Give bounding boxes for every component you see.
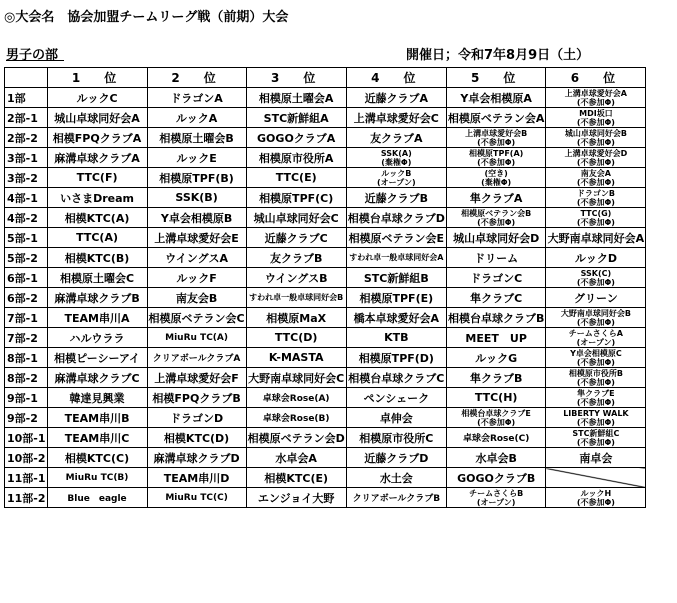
table-row	[5, 188, 646, 208]
corner-cell	[5, 68, 48, 88]
team-cell: 相模原MaX	[246, 308, 346, 328]
team-cell: TTC(H)	[446, 388, 546, 408]
table-row	[5, 248, 646, 268]
team-cell: TTC(D)	[246, 328, 346, 348]
team-cell: 韓達見興業	[47, 388, 147, 408]
team-cell: MDI坂口 (不参加Φ)	[546, 108, 646, 128]
team-cell: クリアボールクラブB	[346, 488, 446, 508]
team-cell: 相模原ベテラン会C	[147, 308, 246, 328]
team-cell: TEAM串川A	[47, 308, 147, 328]
team-cell: ドリーム	[446, 248, 546, 268]
team-cell: 相模原市役所C	[346, 428, 446, 448]
team-cell: SSK(A) (棄権Φ)	[346, 148, 446, 168]
team-cell: ルックA	[147, 108, 246, 128]
team-cell: 相模原市役所A	[246, 148, 346, 168]
team-cell: STC新鮮組C (不参加Φ)	[546, 428, 646, 448]
team-cell: GOGOクラブB	[446, 468, 546, 488]
team-cell: 相模原ベテラン会D	[246, 428, 346, 448]
team-cell: 近藤クラブC	[246, 228, 346, 248]
table-row	[5, 268, 646, 288]
team-cell: ペンシェーク	[346, 388, 446, 408]
team-cell: 近藤クラブA	[346, 88, 446, 108]
team-cell: 大野南卓球同好会C	[246, 368, 346, 388]
team-cell: ルックG	[446, 348, 546, 368]
team-cell: SSK(C) (不参加Φ)	[546, 268, 646, 288]
team-cell: クリアボールクラブA	[147, 348, 246, 368]
team-cell: 相模台卓球クラブC	[346, 368, 446, 388]
team-cell: ルックB (オープン)	[346, 168, 446, 188]
division-cell: 4部-1	[5, 188, 48, 208]
team-cell: 城山卓球同好会A	[47, 108, 147, 128]
division-cell: 6部-2	[5, 288, 48, 308]
team-cell: STC新鮮組B	[346, 268, 446, 288]
team-cell: 卓球会Rose(B)	[246, 408, 346, 428]
team-cell: 麻溝卓球クラブC	[47, 368, 147, 388]
division-cell: 5部-2	[5, 248, 48, 268]
team-cell: TTC(A)	[47, 228, 147, 248]
column-header: 5 位	[446, 68, 546, 88]
team-cell: TTC(G) (不参加Φ)	[546, 208, 646, 228]
team-cell: 相模FPQクラブA	[47, 128, 147, 148]
team-cell: 相模原TPF(A) (不参加Φ)	[446, 148, 546, 168]
team-cell: 相模原ベテラン会E	[346, 228, 446, 248]
event-date: 開催日；令和7年8月9日（土）	[406, 48, 590, 63]
team-cell: ルックF	[147, 268, 246, 288]
team-cell: 相模原TPF(C)	[246, 188, 346, 208]
team-cell: SSK(B)	[147, 188, 246, 208]
team-cell: GOGOクラブA	[246, 128, 346, 148]
team-cell: 卓球会Rose(A)	[246, 388, 346, 408]
team-cell: 近藤クラブB	[346, 188, 446, 208]
team-cell: TEAM串川B	[47, 408, 147, 428]
team-cell: 相模原ベテラン会A	[446, 108, 546, 128]
team-cell: 隼クラブA	[446, 188, 546, 208]
team-cell: エンジョイ大野	[246, 488, 346, 508]
page-title: ◎大会名 協会加盟チームリーグ戦（前期）大会	[4, 10, 289, 25]
empty-cell	[546, 468, 646, 488]
team-cell: すわれ卓一般卓球同好会A	[346, 248, 446, 268]
header-row	[5, 68, 646, 88]
table-row	[5, 348, 646, 368]
team-cell: 上溝卓球愛好会E	[147, 228, 246, 248]
team-cell: MiuRu TC(C)	[147, 488, 246, 508]
team-cell: ルックC	[47, 88, 147, 108]
team-cell: 相模KTC(E)	[246, 468, 346, 488]
column-header: 3 位	[246, 68, 346, 88]
team-cell: 城山卓球同好会D	[446, 228, 546, 248]
division-cell: 7部-2	[5, 328, 48, 348]
team-cell: 橋本卓球愛好会A	[346, 308, 446, 328]
team-cell: ハルウララ	[47, 328, 147, 348]
team-cell: LIBERTY WALK (不参加Φ)	[546, 408, 646, 428]
team-cell: 水卓会B	[446, 448, 546, 468]
division-cell: 5部-1	[5, 228, 48, 248]
team-cell: 上溝卓球愛好会D (不参加Φ)	[546, 148, 646, 168]
team-cell: 相模FPQクラブB	[147, 388, 246, 408]
team-cell: 相模台卓球クラブE (不参加Φ)	[446, 408, 546, 428]
team-cell: Y卓会相模原B	[147, 208, 246, 228]
division-cell: 11部-1	[5, 468, 48, 488]
team-cell: 上溝卓球愛好会B (不参加Φ)	[446, 128, 546, 148]
division-cell: 2部-1	[5, 108, 48, 128]
team-cell: 隼クラブC	[446, 288, 546, 308]
team-cell: チームさくらA (オープン)	[546, 328, 646, 348]
team-cell: TTC(E)	[246, 168, 346, 188]
team-cell: いさまDream	[47, 188, 147, 208]
column-header: 4 位	[346, 68, 446, 88]
division-cell: 2部-2	[5, 128, 48, 148]
division-cell: 10部-1	[5, 428, 48, 448]
team-cell: ルックH (不参加Φ)	[546, 488, 646, 508]
team-cell: チームさくらB (オープン)	[446, 488, 546, 508]
team-cell: MiuRu TC(A)	[147, 328, 246, 348]
team-cell: 相模台卓球クラブD	[346, 208, 446, 228]
league-results-table	[4, 67, 646, 508]
team-cell: 相模原TPF(D)	[346, 348, 446, 368]
team-cell: 南友会A (不参加Φ)	[546, 168, 646, 188]
table-row	[5, 88, 646, 108]
team-cell: 上溝卓球愛好会F	[147, 368, 246, 388]
table-row	[5, 168, 646, 188]
table-row	[5, 388, 646, 408]
team-cell: 相模原土曜会B	[147, 128, 246, 148]
team-cell: 相模原土曜会C	[47, 268, 147, 288]
column-header: 1 位	[47, 68, 147, 88]
team-cell: TEAM串川C	[47, 428, 147, 448]
team-cell: 相模KTC(A)	[47, 208, 147, 228]
team-cell: 麻溝卓球クラブA	[47, 148, 147, 168]
team-cell: グリーン	[546, 288, 646, 308]
team-cell: 水土会	[346, 468, 446, 488]
team-cell: 相模KTC(B)	[47, 248, 147, 268]
team-cell: TTC(F)	[47, 168, 147, 188]
table-row	[5, 328, 646, 348]
table-row	[5, 408, 646, 428]
team-cell: ルックE	[147, 148, 246, 168]
table-row	[5, 448, 646, 468]
team-cell: Y卓会相模原A	[446, 88, 546, 108]
team-cell: ドラゴンD	[147, 408, 246, 428]
team-cell: ルックD	[546, 248, 646, 268]
team-cell: 卓球会Rose(C)	[446, 428, 546, 448]
column-header: 6 位	[546, 68, 646, 88]
team-cell: 城山卓球同好会B (不参加Φ)	[546, 128, 646, 148]
team-cell: ウイングスA	[147, 248, 246, 268]
table-row	[5, 128, 646, 148]
team-cell: Blue eagle	[47, 488, 147, 508]
team-cell: STC新鮮組A	[246, 108, 346, 128]
division-cell: 3部-2	[5, 168, 48, 188]
team-cell: 相模KTC(D)	[147, 428, 246, 448]
table-row	[5, 148, 646, 168]
team-cell: MEET UP	[446, 328, 546, 348]
team-cell: TEAM串川D	[147, 468, 246, 488]
team-cell: K-MASTA	[246, 348, 346, 368]
division-cell: 3部-1	[5, 148, 48, 168]
division-cell: 8部-2	[5, 368, 48, 388]
team-cell: 相模ピーシーアイ	[47, 348, 147, 368]
team-cell: 水卓会A	[246, 448, 346, 468]
division-cell: 8部-1	[5, 348, 48, 368]
team-cell: 隼クラブB	[446, 368, 546, 388]
table-row	[5, 428, 646, 448]
division-cell: 9部-2	[5, 408, 48, 428]
team-cell: 相模原TPF(E)	[346, 288, 446, 308]
division-cell: 1部	[5, 88, 48, 108]
table-row	[5, 288, 646, 308]
team-cell: 麻溝卓球クラブD	[147, 448, 246, 468]
team-cell: すわれ卓一般卓球同好会B	[246, 288, 346, 308]
team-cell: ドラゴンA	[147, 88, 246, 108]
team-cell: (空き) (棄権Φ)	[446, 168, 546, 188]
team-cell: 麻溝卓球クラブB	[47, 288, 147, 308]
team-cell: 南友会B	[147, 288, 246, 308]
team-cell: 隼クラブE (不参加Φ)	[546, 388, 646, 408]
team-cell: 友クラブB	[246, 248, 346, 268]
team-cell: 南卓会	[546, 448, 646, 468]
division-label: 男子の部	[6, 48, 59, 63]
team-cell: 上溝卓球愛好会A (不参加Φ)	[546, 88, 646, 108]
team-cell: 相模KTC(C)	[47, 448, 147, 468]
team-cell: 相模台卓球クラブB	[446, 308, 546, 328]
team-cell: 大野南卓球同好会B (不参加Φ)	[546, 308, 646, 328]
team-cell: 卓伸会	[346, 408, 446, 428]
team-cell: 相模原市役所B (不参加Φ)	[546, 368, 646, 388]
division-cell: 6部-1	[5, 268, 48, 288]
table-row	[5, 108, 646, 128]
team-cell: MiuRu TC(B)	[47, 468, 147, 488]
division-cell: 4部-2	[5, 208, 48, 228]
team-cell: Y卓会相模原C (不参加Φ)	[546, 348, 646, 368]
team-cell: KTB	[346, 328, 446, 348]
team-cell: 相模原土曜会A	[246, 88, 346, 108]
team-cell: ドラゴンC	[446, 268, 546, 288]
division-cell: 9部-1	[5, 388, 48, 408]
table-row	[5, 368, 646, 388]
team-cell: 大野南卓球同好会A	[546, 228, 646, 248]
column-header: 2 位	[147, 68, 246, 88]
table-row	[5, 228, 646, 248]
table-row	[5, 208, 646, 228]
team-cell: 相模原TPF(B)	[147, 168, 246, 188]
table-row	[5, 468, 646, 488]
division-cell: 10部-2	[5, 448, 48, 468]
team-cell: ウイングスB	[246, 268, 346, 288]
team-cell: 近藤クラブD	[346, 448, 446, 468]
team-cell: 上溝卓球愛好会C	[346, 108, 446, 128]
team-cell: ドラゴンB (不参加Φ)	[546, 188, 646, 208]
team-cell: 相模原ベテラン会B (不参加Φ)	[446, 208, 546, 228]
team-cell: 城山卓球同好会C	[246, 208, 346, 228]
division-underline	[6, 60, 64, 61]
team-cell: 友クラブA	[346, 128, 446, 148]
table-row	[5, 488, 646, 508]
division-cell: 11部-2	[5, 488, 48, 508]
division-cell: 7部-1	[5, 308, 48, 328]
table-row	[5, 308, 646, 328]
